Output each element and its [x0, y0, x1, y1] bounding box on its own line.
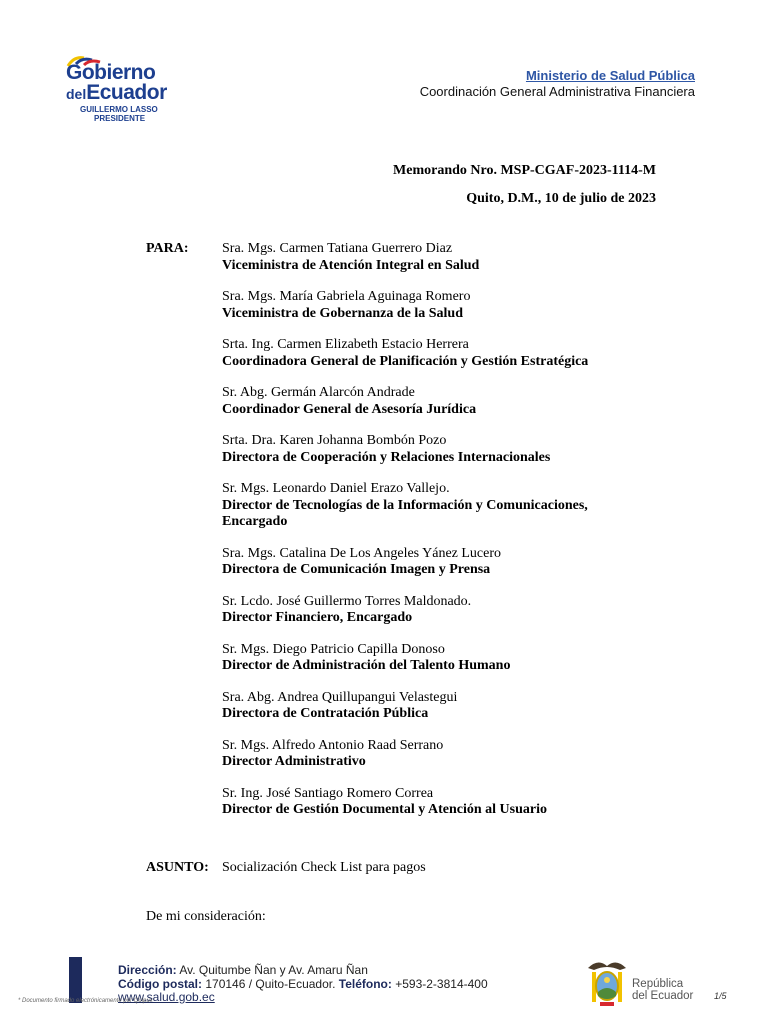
ministry-header: [420, 68, 695, 100]
recipient-item: [222, 642, 642, 675]
recipient-title: Director Administrativo: [222, 754, 366, 769]
republic-line2: del Ecuador: [632, 990, 694, 1002]
para-label: PARA:: [146, 241, 189, 256]
recipient-title: Directora de Comunicación Imagen y Prensa: [222, 562, 491, 577]
recipient-item: [222, 738, 642, 771]
greeting: De mi consideración:: [146, 909, 266, 924]
recipient-name: Sra. Mgs. María Gabriela Aguinaga Romero: [222, 289, 471, 304]
gobierno-logo: [66, 54, 176, 124]
footer-contact: [118, 964, 488, 1005]
footer-address: Av. Quitumbe Ñan y Av. Amaru Ñan: [179, 963, 368, 977]
logo-president-title: PRESIDENTE: [94, 114, 146, 123]
page-number: 1/5: [714, 991, 727, 1001]
logo-text-ecuador-word: Ecuador: [86, 81, 167, 104]
memo-number: Memorando Nro. MSP-CGAF-2023-1114-M: [393, 163, 656, 178]
recipient-item: [222, 546, 642, 579]
ministry-subtitle: Coordinación General Administrativa Financiera: [419, 84, 695, 99]
memo-date: Quito, D.M., 10 de julio de 2023: [466, 191, 656, 206]
footer-postal-line: [118, 978, 488, 992]
logo-text-gobierno: Gobierno: [66, 61, 156, 84]
recipient-title: Director de Administración del Talento Humano: [222, 658, 511, 673]
recipient-name: Sr. Lcdo. José Guillermo Torres Maldonado.: [222, 593, 472, 609]
asunto-text: Socialización Check List para pagos: [222, 860, 426, 875]
recipient-name: Sr. Mgs. Diego Patricio Capilla Donoso: [222, 641, 445, 657]
footer-address-line: [118, 964, 488, 978]
coat-of-arms-icon: [584, 958, 630, 1008]
footer-phone-label: Teléfono:: [338, 976, 392, 991]
recipient-item: [222, 385, 642, 418]
recipient-list: [222, 241, 642, 834]
footer-postal-label: Código postal:: [118, 976, 202, 991]
recipient-title: Director Financiero, Encargado: [222, 610, 413, 625]
recipient-title: Viceministra de Gobernanza de la Salud: [222, 305, 463, 321]
recipient-item: [222, 289, 642, 322]
recipient-name: Srta. Dra. Karen Johanna Bombón Pozo: [222, 433, 447, 448]
recipient-title: Coordinador General de Asesoría Jurídica: [222, 401, 477, 417]
ministry-name: Ministerio de Salud Pública: [525, 68, 695, 83]
republic-label: [632, 978, 693, 1002]
recipient-title: Coordinadora General de Planificación y Gestión Estratégica: [222, 353, 589, 369]
recipient-title: Viceministra de Atención Integral en Salud: [222, 257, 480, 273]
recipient-item: [222, 481, 642, 531]
recipient-name: Sr. Ing. José Santiago Romero Correa: [222, 785, 434, 801]
footer-website-link[interactable]: www.salud.gob.ec: [118, 990, 215, 1004]
republic-line1: República: [632, 978, 684, 990]
recipient-name: Sra. Mgs. Catalina De Los Angeles Yánez Lucero: [222, 545, 502, 561]
logo-president-name: GUILLERMO LASSO: [80, 105, 158, 114]
recipient-item: [222, 786, 642, 819]
footer-address-label: Dirección:: [118, 963, 177, 977]
recipient-item: [222, 241, 642, 274]
recipient-name: Sr. Mgs. Leonardo Daniel Erazo Vallejo.: [222, 481, 450, 496]
recipient-title: Directora de Cooperación y Relaciones Internacionales: [222, 449, 551, 465]
footer-accent-bar: [69, 957, 82, 1003]
recipient-item: [222, 337, 642, 370]
footer-phone: +593-2-3814-400: [395, 976, 488, 991]
recipient-name: Srta. Ing. Carmen Elizabeth Estacio Herrera: [222, 337, 469, 352]
asunto-label: ASUNTO:: [146, 860, 209, 875]
recipient-name: Sr. Mgs. Alfredo Antonio Raad Serrano: [222, 737, 444, 753]
recipient-title: Director de Gestión Documental y Atención al Usuario: [222, 802, 547, 817]
recipient-item: [222, 690, 642, 723]
recipient-title: Director de Tecnologías de la Información y Comunicaciones, Encargado: [222, 497, 588, 529]
recipient-name: Sra. Mgs. Carmen Tatiana Guerrero Diaz: [222, 241, 453, 256]
logo-text-ecuador: [66, 82, 167, 106]
recipient-item: [222, 594, 642, 627]
signed-note: * Documento firmado electrónicamente por Quipux: [18, 998, 153, 1004]
recipient-name: Sr. Abg. Germán Alarcón Andrade: [222, 385, 415, 400]
logo-text-del: del: [66, 86, 87, 102]
recipient-item: [222, 433, 642, 466]
recipient-title: Directora de Contratación Pública: [222, 706, 429, 721]
recipient-name: Sra. Abg. Andrea Quillupangui Velastegui: [222, 689, 458, 705]
footer-postal: 170146 / Quito-Ecuador.: [205, 976, 336, 991]
